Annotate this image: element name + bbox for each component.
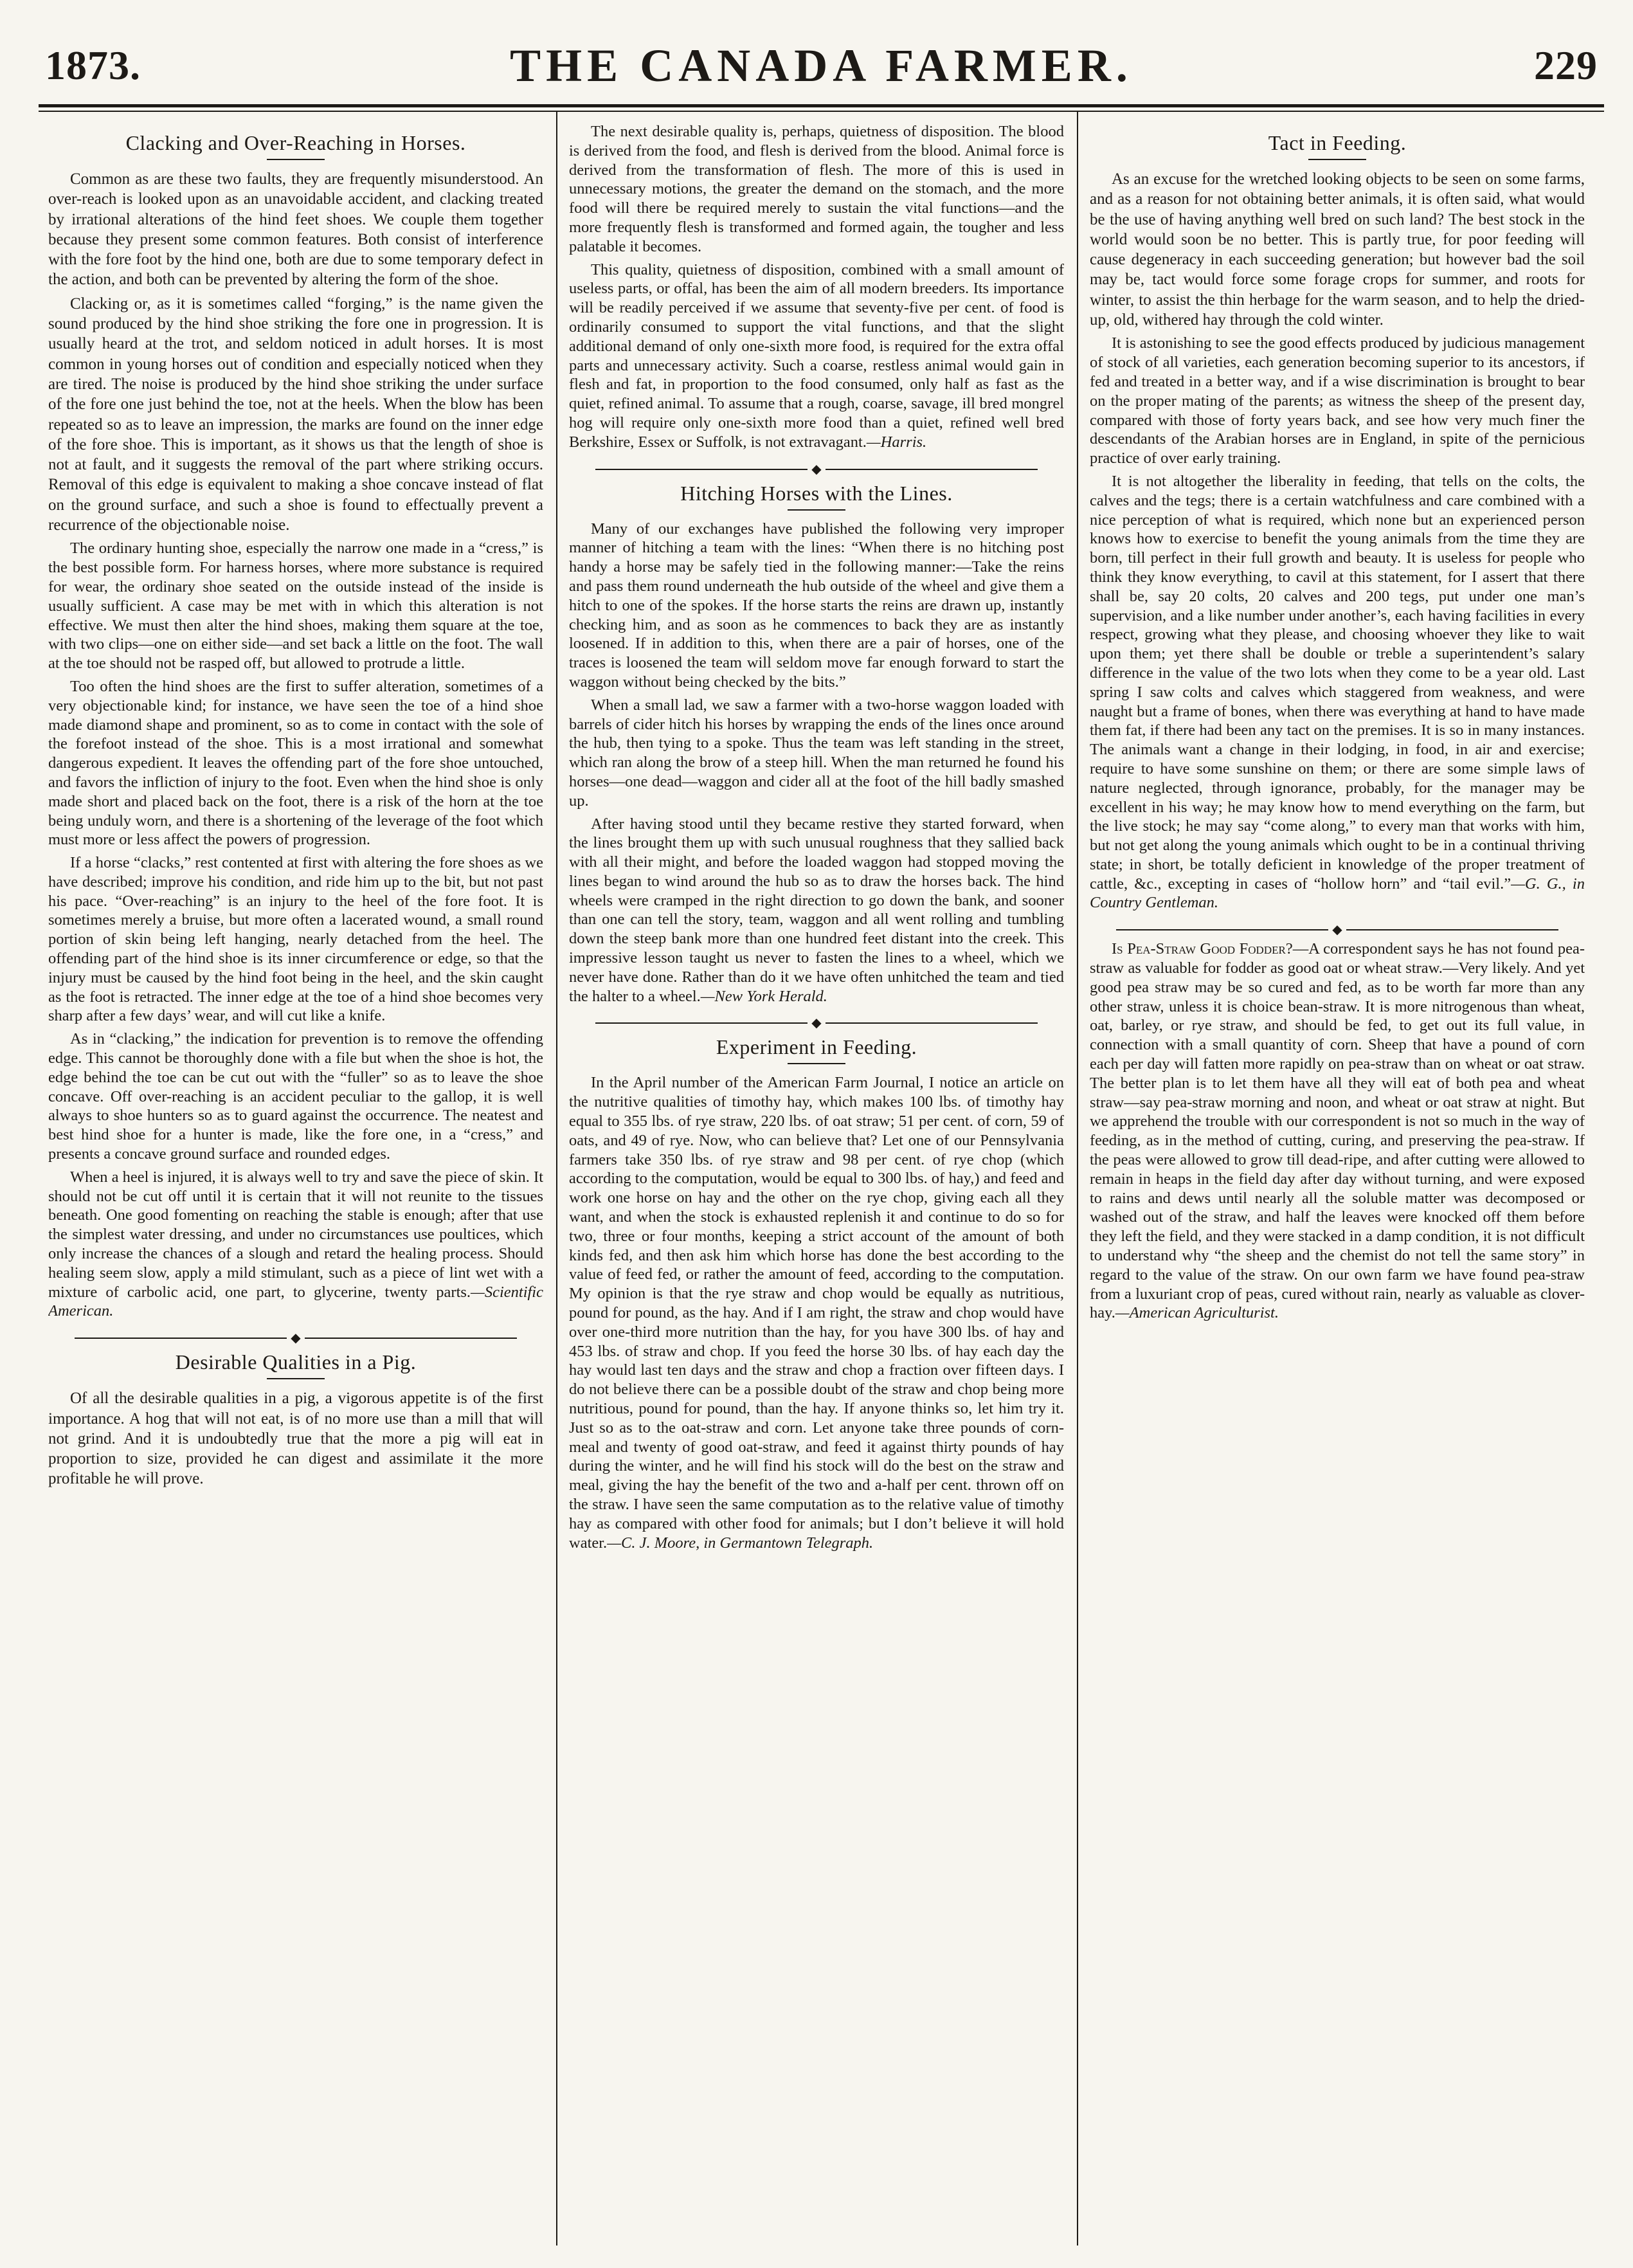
- article-title: Experiment in Feeding.: [716, 1035, 917, 1059]
- article-title: Clacking and Over-Reaching in Horses.: [125, 131, 466, 154]
- paragraph-text: When a heel is injured, it is always well to try and save the piece of skin. It should not be cut off until it is certain that it will not reunite to the tissues beneath. One good fomenting on reaching the stable is enough; after that use the simplest water dressing, and under no circumstances use poultices, which only increase the chances of a slough and retard the healing process. Should healing seem slow, apply a mild stimulant, such as a piece of lint wet with a mixture of carbolic acid, one part, to glycerine, twenty parts.: [48, 1168, 543, 1301]
- article-credit: —Harris.: [866, 433, 927, 451]
- article-paragraph: As in “clacking,” the indication for prevention is to remove the offending edge. This cannot be thoroughly done with a file but when the shoe is hot, the edge behind the toe can be cut out with the “fuller” so as to leave the shoe concave. Off over-reaching is an accident peculiar to the gallop, it is well always to shoe hunters so as to guard against the occurrence. The neatest and best hind shoe for a hunter is made, like the fore one, in a “cress,” and presents a concave ground surface and rounded edges.: [48, 1030, 543, 1163]
- title-rule: [267, 159, 325, 160]
- title-rule: [788, 1063, 845, 1064]
- article-title: Desirable Qualities in a Pig.: [175, 1350, 417, 1374]
- article-credit: —American Agriculturist.: [1115, 1304, 1279, 1322]
- paragraph-text: After having stood until they became restive they started forward, when the lines brought them up with such unusual roughness that they sallied back with all their might, and before the loaded waggon had stopped moving the lines began to wind around the hub so as to draw the horses back. The hind wheels were cramped in the right direction to go down the bank, and sooner than one can tell the story, team, waggon and all went rolling and tumbling down the steep bank more than one hundred feet distant into the creek. This impressive lesson taught us never to fasten the lines to a wheel, which we never have done. Rather than do it we have often unhitched the team and tied the halter to a wheel.: [569, 815, 1064, 1005]
- article-paragraph: Of all the desirable qualities in a pig, a vigorous appetite is of the first importance. A hog that will not eat, is of no more use than a mill that will not grind. And it is undoubtedly true that the more a pig will eat in proportion to size, provided he can digest and assimilate it the more profitable he will prove.: [48, 1390, 543, 1488]
- article-paragraph: If a horse “clacks,” rest contented at first with altering the fore shoes as we have described; improve his condition, and ride him up to the bit, but not past his pace. “Over-reaching” is an injury to the heel of the fore foot. It is sometimes merely a bruise, but more often a lacerated wound, a small round portion of skin being left hanging, nearly detached from the heel. The offending part of the hind shoe is its inner circumference or edge, so that the injury must be caused by the hind foot being in the heel, and the skin caught as the foot is retracted. The inner edge at the toe of a hind shoe becomes very sharp after a few days’ wear, and will cut like a knife.: [48, 854, 543, 1025]
- title-rule: [788, 509, 845, 511]
- article-paragraph: [569, 1073, 1064, 1552]
- section-separator: ◆: [569, 1020, 1064, 1026]
- article-paragraph: The ordinary hunting shoe, especially the narrow one made in a “cress,” is the best possible form. For harness horses, where more substance is required for wear, the ordinary shoe seated on the outside instead of the inside is usually sufficient. A case may be met with in which this alteration is not effective. We must then alter the hind shoes, making them square at the toe, with two clips—one on either side—and set back a little on the foot. The wall at the toe should not be rasped off, but allowed to protrude a little.: [48, 540, 543, 673]
- column-divider: [1077, 111, 1078, 2245]
- column-1: [48, 122, 543, 2238]
- article-credit: —G. G., in Country Gentleman.: [1090, 875, 1585, 912]
- article-title: Tact in Feeding.: [1268, 131, 1407, 154]
- article-paragraph: [1090, 472, 1585, 912]
- article-title: Hitching Horses with the Lines.: [680, 481, 953, 505]
- article-paragraph: Clacking or, as it is sometimes called “forging,” is the name given the sound produced by the hind shoe striking the fore one in progression. It is usually heard at the trot, and seldom noticed in adult horses. It is most common in young horses out of condition and especially noticed when they are tired. The noise is produced by the hind shoe striking the under surface of the fore one just behind the toe, not at the heels. When the blow has been repeated so as to leave an impression, the marks are found on the inner edge of the fore shoe. This is important, as it shows us that the length of shoe is not at fault, and it suggests the removal of the part where striking occurs. Removal of this edge is equivalent to making a shoe concave instead of flat on the ground surface, and such a shoe is found to effectually prevent a recurrence of the objectionable noise.: [48, 295, 543, 534]
- issue-year: 1873.: [45, 42, 141, 88]
- article-paragraph: Common as are these two faults, they are frequently misunderstood. An over-reach is looked upon as an unavoidable accident, and clacking treated by irrational alterations of the hind feet shoes. We couple them together because they present some common features. Both consist of interference with the fore foot by the hind one, both are due to some temporary defect in the action, and both can be prevented by altering the form of the shoe.: [48, 170, 543, 289]
- column-2: [569, 122, 1064, 2238]
- article-paragraph: [48, 1168, 543, 1321]
- page-number: 229: [1534, 42, 1598, 88]
- column-3: [1090, 122, 1585, 2238]
- masthead-rule-thick: [39, 104, 1604, 107]
- title-rule: [1308, 159, 1366, 160]
- paragraph-text: In the April number of the American Farm Journal, I notice an article on the nutritive qualities of timothy hay, which makes 100 lbs. of timothy hay equal to 355 lbs. of rye straw, 220 lbs. of oat straw; 51 per cent. of corn, 59 of oats, and 49 of rye. Now, who can believe that? Let one of our Pennsylvania farmers take 350 lbs. of rye straw and 98 per cent. of rye chop (which according to the computation, would be equal to 300 lbs. of hay,) and feed and work one horse on hay and the other on the rye chop, giving each all they want, and when the stock is exhausted replenish it and continue to do so for two, three or four months, keeping a strict account of the amount of both kinds fed, and then ask him which horse has done the best according to the value of feed fed, or rather the amount of feed, according to the computation. My opinion is that the rye straw and chop would be equally as nutritious, pound for pound, as the hay. And if I am right, the straw and chop would have over one-third more nutrition than the hay, for you have 300 lbs. of hay and 453 lbs. of straw and chop. If you feed the horse 30 lbs. of hay each day the hay would last ten days and the straw and chop a fraction over fifteen days. I do not believe there can be a possible doubt of the straw and chop being more nutritious, pound for pound, than the hay. If anyone thinks so, let him try it. Just so as to the oat-straw and corn. Let anyone take three pounds of corn-meal and twenty of good oat-straw, and feed it against thirty pounds of hay during the winter, and he will find his stock will do the best on the straw and meal, giving the hay the benefit of the two and a-half per cent. thrown off on the straw. I have seen the same computation as to the relative value of timothy hay as compared with other food for animals; but I don’t believe it will hold water.: [569, 1074, 1064, 1552]
- paragraph-text: This quality, quietness of disposition, combined with a small amount of useless parts, or offal, has been the aim of all modern breeders. Its importance will be readily perceived if we assume that seventy-five per cent. of food is ordinarily consumed to support the vital functions, and that the slight additional demand of only one-sixth more food, is required for the extra offal parts and unnecessary activity. Such a coarse, restless animal would gain in flesh and fat, in proportion to the food consumed, only half as fast as the quiet, refined animal. To assume that a rough, coarse, savage, ill bred mongrel hog will require only one-sixth more food than a quiet, refined well bred Berkshire, Essex or Suffolk, is not extravagant.: [569, 260, 1064, 451]
- section-separator: ◆: [1090, 927, 1585, 933]
- article-paragraph: The next desirable quality is, perhaps, quietness of disposition. The blood is derived from the food, and flesh is derived from the blood. Animal force is derived from the transformation of flesh. The more of this is used in unnecessary motions, the greater the demand on the stomach, and the more food will there be required merely to sustain the vital functions—and the more frequently flesh is transformed and formed again, the tougher and less palatable it becomes.: [569, 123, 1064, 255]
- newspaper-title: THE CANADA FARMER.: [510, 40, 1133, 91]
- column-divider: [556, 111, 557, 2245]
- article-credit: —C. J. Moore, in Germantown Telegraph.: [607, 1534, 874, 1552]
- article-paragraph: Many of our exchanges have published the following very improper manner of hitching a team with the lines: “When there is no hitching post handy a horse may be safely tied in the following manner:—Take the reins and pass them round underneath the hub outside of the wheel and give them a hitch to one of the spokes. If the horse starts the reins are drawn up, instantly checking him, and as soon as he commences to back they are as instantly loosened. If in addition to this, when there are a pair of horses, one of the traces is loosened the team will seldom move far enough forward to start the waggon without being checked by the bits.”: [569, 520, 1064, 691]
- article-lead-title: Is Pea-Straw Good Fodder?: [1112, 940, 1293, 958]
- article-paragraph: As an excuse for the wretched looking objects to be seen on some farms, and as a reason for not obtaining better animals, it is often said, what would be the use of having anything well bred on such land? The best stock in the world would soon be no better. This is partly true, for poor feeding will cause degeneracy in each succeeding generation; but however bad the soil may be, tact would force some forage crops for summer, and roots for winter, to assist the thin herbage for the warm season, and to help the dried-up, old, withered hay through the cold winter.: [1090, 170, 1585, 329]
- article-credit: —New York Herald.: [700, 987, 827, 1005]
- section-separator: ◆: [48, 1335, 543, 1341]
- article-paragraph: When a small lad, we saw a farmer with a two-horse waggon loaded with barrels of cider hitch his horses by wrapping the ends of the lines once around the hub, then tying to a spoke. Thus the team was left standing in the street, which ran along the brow of a steep hill. When the man returned he found his horses—one dead—waggon and cider all at the foot of the hill badly smashed up.: [569, 696, 1064, 810]
- paragraph-text: —A correspondent says he has not found pea-straw as valuable for fodder as good oat or wheat straw.—Very likely. And yet good pea straw may be so cured and fed, as to be worth far more than any other straw, unless it is choice bean-straw. It is more nitrogenous than wheat, oat, barley, or rye straw, and should be fed, to get out its full value, in connection with a small quantity of corn. Sheep that have a pound of corn each per day will fatten more rapidly on pea-straw than on wheat or oat straw. The better plan is to let them have all they will eat of both pea and wheat straw—say pea-straw morning and noon, and wheat or oat straw at night. But we apprehend the trouble with our correspondent is not so much in the way of feeding, as in the method of cutting, curing, and preserving the pea-straw. If the peas were allowed to grow till dead-ripe, and after cutting were allowed to remain in heaps in the field day after day without turning, and were exposed to rains and dews until nearly all the soluble matter was decomposed or washed out of the straw, and half the leaves were knocked off them before they left the field, and they were stacked in a damp condition, it is not difficult to understand why “the sheep and the chemist do not tell the same story” in regard to the value of the straw. On our own farm we have found pea-straw from a luxuriant crop of peas, cured without rain, nearly as valuable as clover-hay.: [1090, 940, 1585, 1322]
- article-paragraph: [569, 260, 1064, 452]
- title-rule: [267, 1378, 325, 1379]
- article-credit: —Scientific American.: [48, 1283, 543, 1320]
- masthead-rule-thin: [39, 111, 1604, 112]
- article-paragraph: Too often the hind shoes are the first to suffer alteration, sometimes of a very objectionable kind; for instance, we have seen the toe of a hind shoe made diamond shape and prominent, so as to come in contact with the sole of the forefoot instead of the shoe. This is a most irrational and somewhat dangerous expedient. It leaves the offending part of the fore shoe untouched, and favors the infliction of injury to the foot. Even when the hind shoe is only made short and placed back on the foot, there is a risk of the horn at the toe being unduly worn, and there is a shortening of the leverage of the foot which must more or less affect the powers of progression.: [48, 677, 543, 849]
- article-paragraph: [1090, 939, 1585, 1323]
- article-paragraph: It is astonishing to see the good effects produced by judicious management of stock of all varieties, each generation becoming superior to its ancestors, if fed and treated in a better way, and if a wise discrimination is brought to bear on the proper mating of the parents; as witness the sheep of the present day, compared with those of forty years back, and see how very much finer the descendants of the Arabian horses are in England, in spite of the pernicious practice of over early training.: [1090, 334, 1585, 467]
- section-separator: ◆: [569, 466, 1064, 473]
- article-paragraph: [569, 815, 1064, 1006]
- paragraph-text: It is not altogether the liberality in feeding, that tells on the colts, the calves and the tegs; there is a certain watchfulness and care combined with a nice perception of what is required, which none but an experienced person knows how to exercise to benefit the young animals from the time they are born, till perfect in their full growth and beauty. It is useless for people who think they know everything, to cavil at this statement, for I assert that there shall be, say 20 colts, 20 calves and 200 tegs, put under one man’s supervision, and a like number under another’s, each having facilities in every respect, growing what they please, and choosing whoever they like to wait upon them; yet there shall be double or treble a superintendent’s salary difference in the value of the two lots when they come to be a year old. Last spring I saw colts and calves which staggered from weakness, and were naught but a frame of bones, when there was everything at hand to have made them fat, if there had been any tact on the premises. It is so in many instances. The animals want a change in their lodging, in food, in air and exercise; require to have some sunshine on them; or there are some simple laws of nature neglected, through ignorance, probably, for the manager may be excellent in his way; he may know how to mend everything on the farm, but the live stock; he may say “come along,” to every man that works with him, but not get along the young animals which ought to be in a continual thriving state; in short, be totally deficient in knowledge of the proper treatment of cattle, &c., excepting in cases of “hollow horn” and “tail evil.”: [1090, 472, 1585, 893]
- masthead: [39, 35, 1604, 100]
